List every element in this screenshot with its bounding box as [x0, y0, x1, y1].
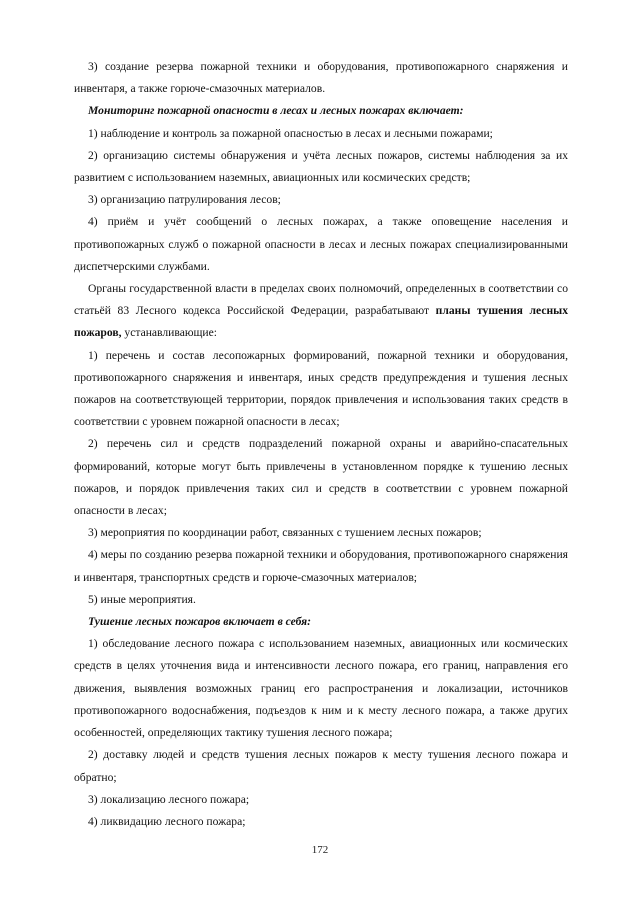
paragraph-localization: 3) локализацию лесного пожара;	[88, 792, 250, 806]
paragraph-detection-system: 2) организацию системы обнаружения и учёта лесных пожаров, системы наблюдения за их развитием с использованием наземных, авиационных или космических средств;	[74, 148, 568, 185]
paragraph-government-plans-bold: планы тушения лесных пожаров,	[74, 304, 568, 340]
paragraph-formations-list: 1) перечень и состав лесопожарных формирований, пожарной техники и оборудования, противопожарного снаряжения и инвентаря, иных средств предупреждения и тушения лесных пожаров на соответствующей территории, порядок привлечения и использования таких средств в соответствии с уровнем пожарной опасности в лесах;	[74, 348, 568, 429]
document-page	[74, 56, 568, 833]
paragraph-forces-list: 2) перечень сил и средств подразделений пожарной охраны и аварийно-спасательных формирований, которые могут быть привлечены в установленном порядке к тушению лесных пожаров, и порядок привлечения таких сил и средств в соответствии с уровнем пожарной опасности в лесах;	[74, 437, 568, 518]
paragraph-delivery: 2) доставку людей и средств тушения лесных пожаров к месту тушения лесного пожара и обратно;	[74, 748, 568, 784]
paragraph-fire-survey: 1) обследование лесного пожара с использованием наземных, авиационных или космических средств в целях уточнения вида и интенсивности лесного пожара, его границ, направления его движения, выявления возможных границ его распространения и локализации, источников противопожарного водоснабжения, подъездов к ним и к месту лесного пожара, а также других особенностей, определяющих тактику тушения лесного пожара;	[74, 637, 568, 740]
paragraph-government-plans-end: устанавливающие:	[121, 326, 217, 340]
paragraph-government-plans-start: Органы государственной власти в пределах своих полномочий, определенных в соответствии со статьёй 83 Лесного кодекса Российской Федерации, разрабатывают	[74, 282, 568, 318]
page-number: 172	[311, 844, 329, 856]
paragraph-coordination: 3) мероприятия по координации работ, связанных с тушением лесных пожаров;	[88, 526, 482, 540]
paragraph-reserve-measures: 4) меры по созданию резерва пожарной техники и оборудования, противопожарного снаряжения и инвентаря, транспортных средств и горюче-смазочных материалов;	[74, 548, 568, 584]
heading-extinguishing: Тушение лесных пожаров включает в себя:	[88, 615, 311, 629]
heading-monitoring: Мониторинг пожарной опасности в лесах и лесных пожарах включает:	[88, 104, 464, 118]
paragraph-reports: 4) приём и учёт сообщений о лесных пожарах, а также оповещение населения и противопожарных служб о пожарной опасности в лесах и лесных пожарах специализированными диспетчерскими службами.	[74, 215, 568, 273]
paragraph-patrol: 3) организацию патрулирования лесов;	[88, 193, 281, 207]
paragraph-government-plans	[74, 278, 568, 345]
paragraph-other-measures: 5) иные мероприятия.	[88, 592, 196, 606]
paragraph-liquidation: 4) ликвидацию лесного пожара;	[88, 814, 246, 828]
paragraph-reserve-creation: 3) создание резерва пожарной техники и оборудования, противопожарного снаряжения и инвентаря, а также горюче-смазочных материалов.	[74, 60, 568, 96]
paragraph-observation: 1) наблюдение и контроль за пожарной опасностью в лесах и лесными пожарами;	[88, 126, 493, 140]
